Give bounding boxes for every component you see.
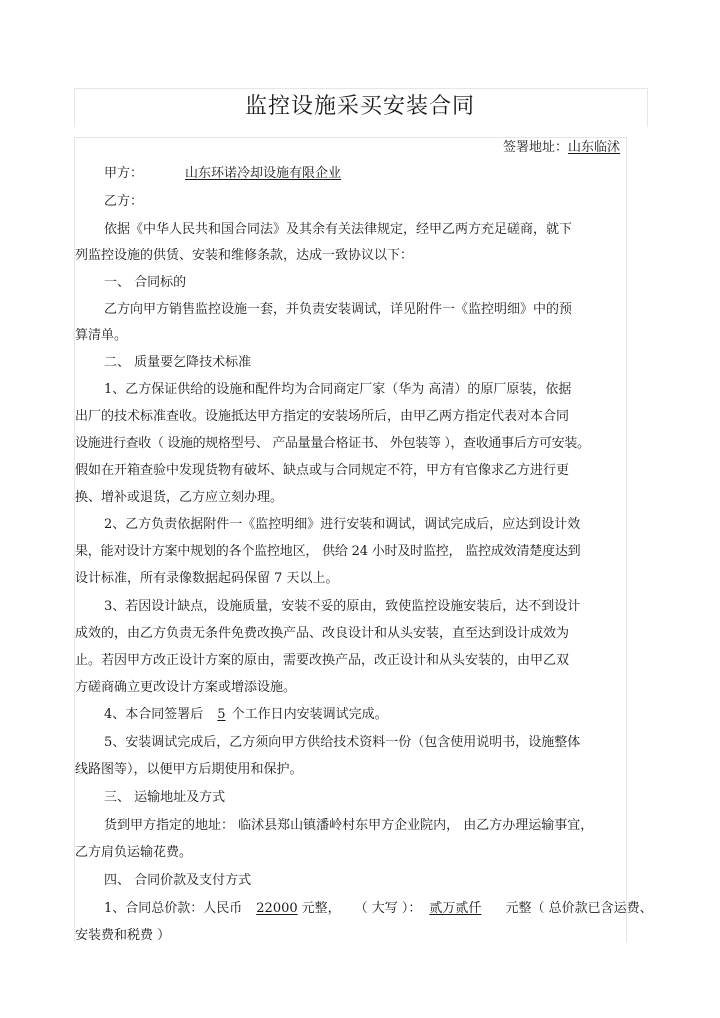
text-line: 果，能对设计方案中规划的各个监控地区， 供给 24 小时及时监控， 监控成效清楚度达到 <box>75 544 581 559</box>
install-deadline-tail: 个工作日内安装调试完成。 <box>231 707 388 722</box>
text-line: 乙方肩负运输花费。 <box>75 845 193 860</box>
text-line: 5、安装调试完成后，乙方须向甲方供给技术资料一份（包含使用说明书，设施整体 <box>104 735 581 750</box>
text-line: 设施进行查收（ 设施的规格型号、 产品量量合格证书、 外包装等 ），查收通事后方可安装。 <box>75 436 590 451</box>
text-line: 乙方向甲方销售监控设施一套，并负责安装调试，详见附件一《监控明细》中的预 <box>104 302 573 317</box>
text-line: 成效的，由乙方负责无条件免费改换产品、改良设计和从头安装，直至达到设计成效为 <box>75 626 570 641</box>
sign-place <box>503 140 620 156</box>
text-line: 方磋商确立更改设计方案或增添设施。 <box>75 680 297 695</box>
text-line: 货到甲方指定的地址： 临沭县郑山镇潘岭村东甲方企业院内， 由乙方办理运输事宜， <box>104 818 594 833</box>
text-line: 止。若因甲方改正设计方案的原由，需要改换产品，改正设计和从头安装的，由甲乙双 <box>75 653 570 668</box>
text-line: 依据《中华人民共和国合同法》及其余有关法律规定，经甲乙两方充足磋商，就下 <box>104 222 573 237</box>
install-deadline <box>104 707 388 723</box>
install-deadline-prefix: 4、本合同签署后 <box>104 707 204 722</box>
party-a <box>104 166 359 182</box>
price-label: 1、合同总价款：人民币 <box>104 901 243 916</box>
text-line: 列监控设施的供赁、安装和维修条款，达成一致协议以下： <box>75 248 414 263</box>
section-heading: 三、 运输地址及方式 <box>104 790 226 805</box>
price-unit: 元整， <box>301 901 341 916</box>
text-line: 1、乙方保证供给的设施和配件均为合同商定厂家（华为 高清）的原厂原装，依据 <box>104 382 572 397</box>
text-line: 出厂的技术标准查收。设施抵达甲方指定的安装场所后，由甲乙两方指定代表对本合同 <box>75 409 570 424</box>
party-a-value: 山东环诺冷却设施有限企业 <box>185 166 342 181</box>
sign-place-label: 签署地址： <box>503 140 569 155</box>
text-line: 线路图等），以便甲方后期使用和保护。 <box>75 762 303 777</box>
text-line: 安装费和税费 ） <box>75 928 171 943</box>
section-heading: 二、 质量要乞降技术标准 <box>104 355 252 370</box>
text-line: 3、若因设计缺点，设施质量，安装不妥的原由，致使监控设施安装后，达不到设计 <box>104 599 581 614</box>
party-a-label: 甲方： <box>104 166 144 181</box>
party-b-label: 乙方： <box>104 194 144 209</box>
page-title: 监控设施采买安装合同 <box>244 94 475 119</box>
party-b <box>104 194 143 210</box>
price-tail: 元整（ 总价款已含运费、 <box>505 901 653 916</box>
section-heading: 一、 合同标的 <box>104 275 187 290</box>
text-line: 设计标准，所有录像数据起码保留 7 天以上。 <box>75 571 339 586</box>
install-days-value: 5 <box>217 707 226 722</box>
frame-right-border <box>626 137 627 942</box>
price-capital-label: （ 大写 ）： <box>354 901 422 916</box>
price-line <box>104 901 653 917</box>
frame-top-border <box>74 137 626 138</box>
text-line: 假如在开箱查验中发现货物有破坏、缺点或与合同规定不符，甲方有官像求乙方进行更 <box>75 463 570 478</box>
text-line: 换、增补或退货，乙方应立刻办理。 <box>75 490 284 505</box>
section-heading: 四、 合同价款及支付方式 <box>104 873 252 888</box>
text-line: 算清单。 <box>75 328 128 343</box>
price-number-value: 22000 <box>256 901 298 916</box>
price-capital-value: 贰万贰仟 <box>429 901 482 916</box>
text-line: 2、乙方负责依据附件一《监控明细》进行安装和调试，调试完成后，应达到设计效 <box>104 517 581 532</box>
sign-place-value: 山东临沭 <box>568 140 621 155</box>
